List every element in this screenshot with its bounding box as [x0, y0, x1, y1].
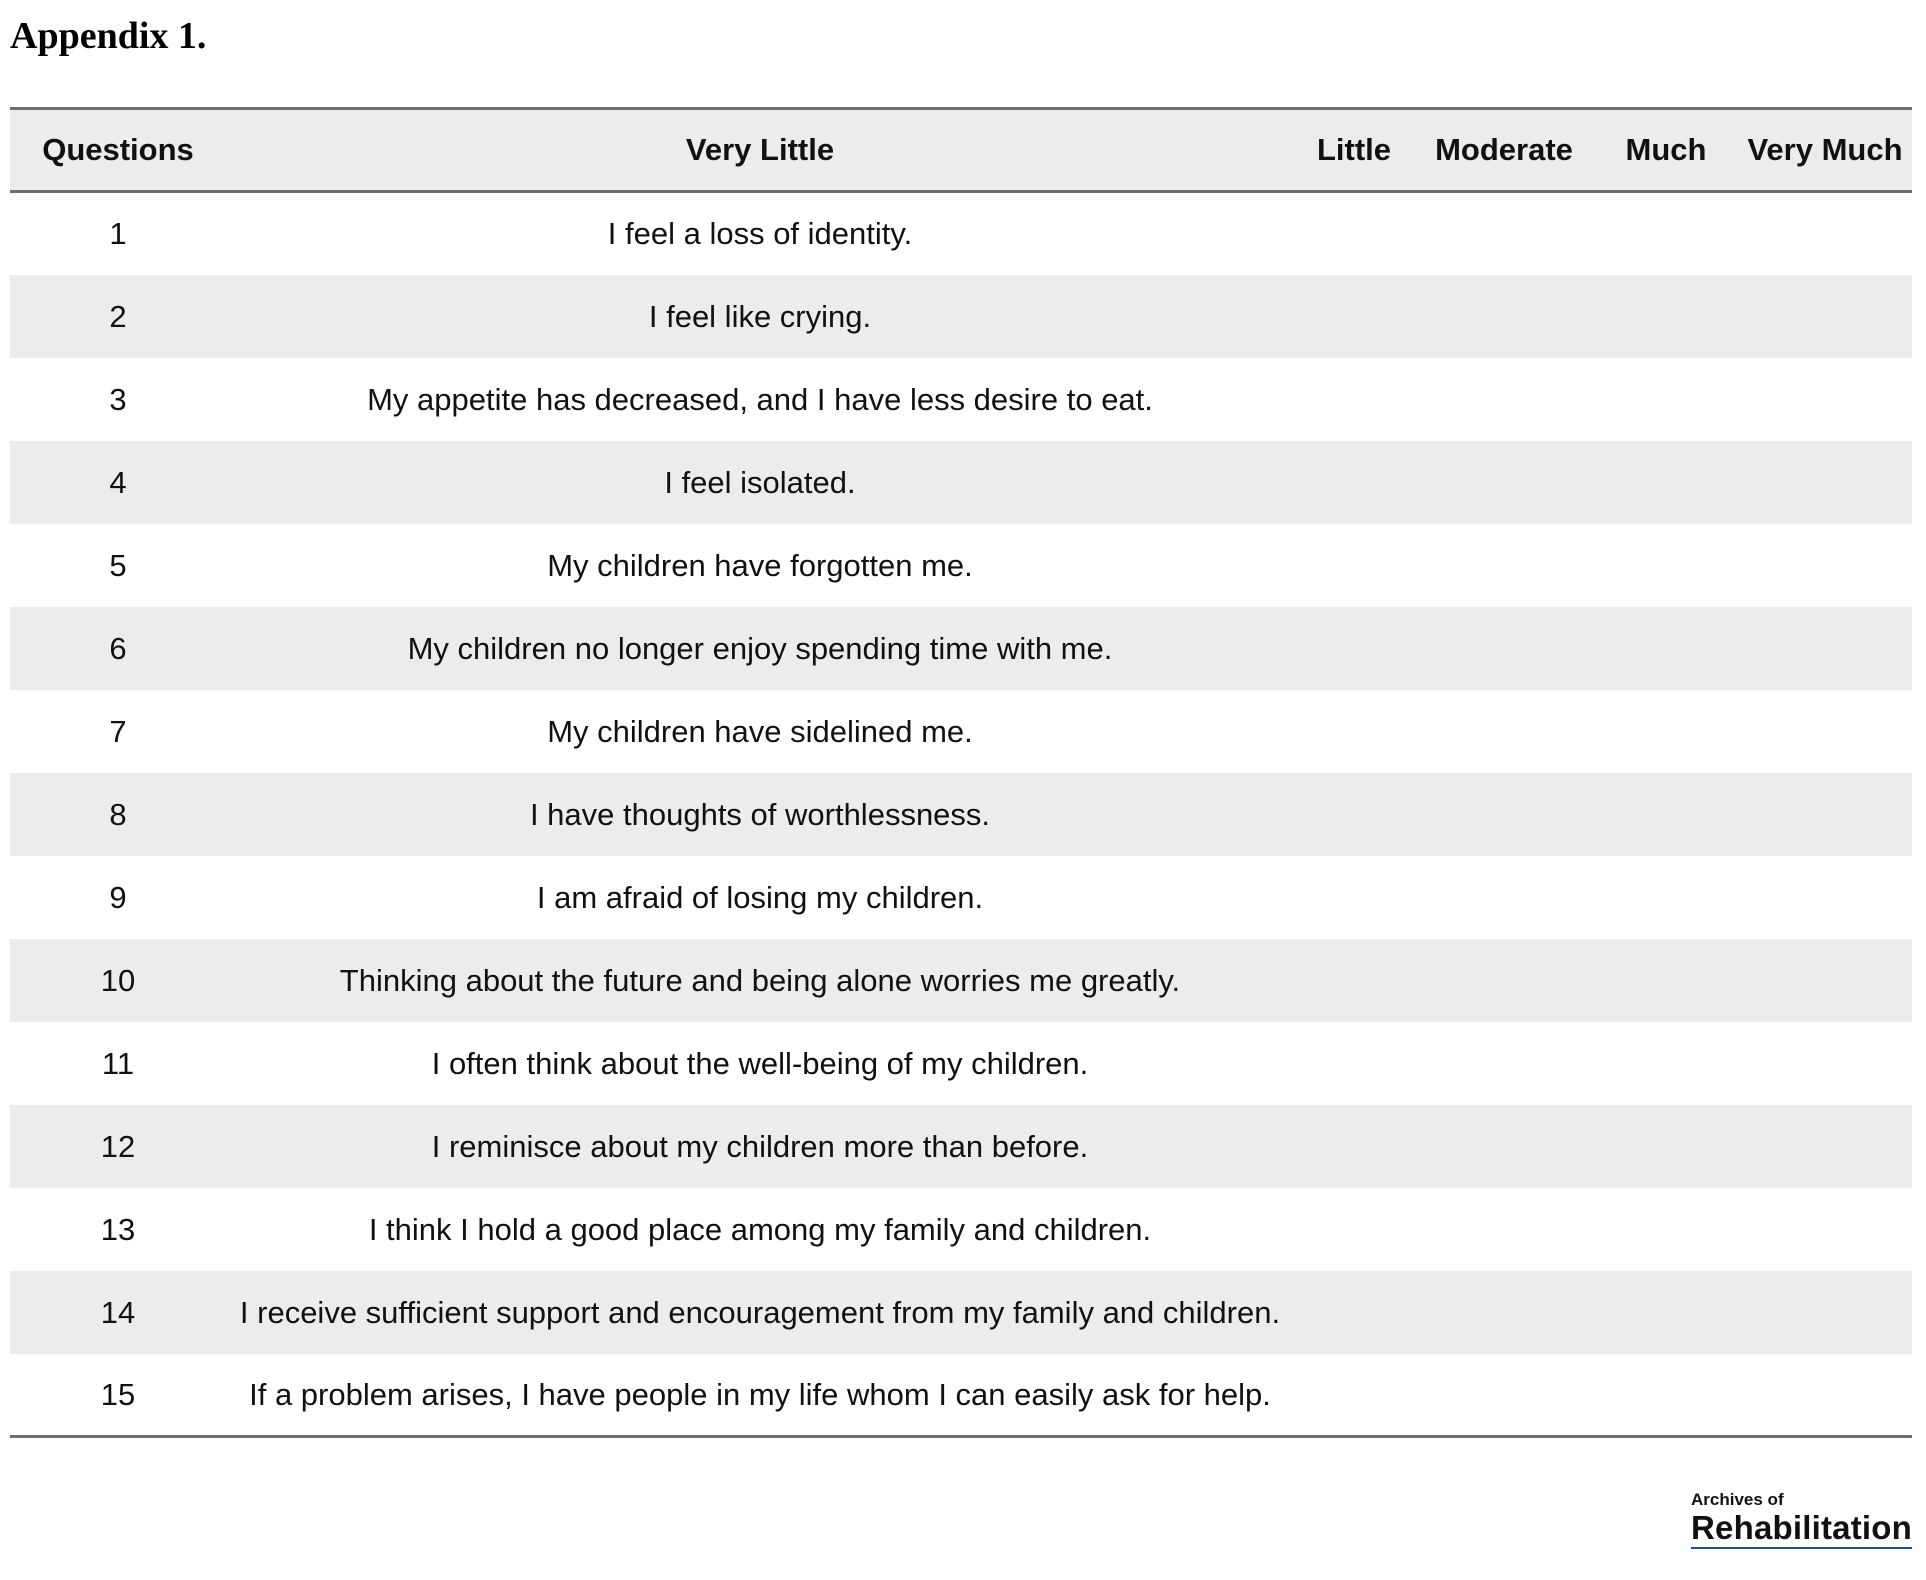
response-cell-much: [1594, 192, 1738, 275]
response-cell-very-much: [1738, 773, 1912, 856]
response-cell-very-much: [1738, 1271, 1912, 1354]
table-row: [10, 1105, 1912, 1188]
response-cell-moderate: [1414, 1271, 1594, 1354]
table-row: [10, 690, 1912, 773]
table-row: [10, 524, 1912, 607]
question-number: 2: [109, 298, 127, 334]
response-cell-moderate: [1414, 1188, 1594, 1271]
appendix-heading: Appendix 1.: [10, 15, 207, 57]
header-much: Much: [1625, 132, 1707, 167]
questionnaire-table-container: [10, 107, 1912, 1438]
response-cell-little: [1294, 773, 1414, 856]
response-cell-moderate: [1414, 773, 1594, 856]
table-body: [10, 192, 1912, 1437]
question-number: 8: [109, 796, 127, 832]
response-cell-very-much: [1738, 939, 1912, 1022]
logo-line-archives: Archives of: [1691, 1490, 1784, 1509]
question-statement: I often think about the well-being of my children.: [431, 1045, 1089, 1081]
response-cell-moderate: [1414, 1105, 1594, 1188]
question-statement: My appetite has decreased, and I have less desire to eat.: [367, 381, 1153, 417]
response-cell-little: [1294, 1188, 1414, 1271]
response-cell-much: [1594, 275, 1738, 358]
response-cell-little: [1294, 1105, 1414, 1188]
logo-line-rehabilitation: Rehabilitation: [1691, 1509, 1912, 1546]
response-cell-much: [1594, 358, 1738, 441]
response-cell-much: [1594, 1022, 1738, 1105]
header-very-much: Very Much: [1747, 132, 1903, 167]
table-row: [10, 1271, 1912, 1354]
response-cell-much: [1594, 441, 1738, 524]
table-row: [10, 1354, 1912, 1437]
response-cell-moderate: [1414, 441, 1594, 524]
response-cell-much: [1594, 690, 1738, 773]
question-number: 15: [100, 1376, 136, 1412]
response-cell-very-much: [1738, 358, 1912, 441]
question-statement: My children have forgotten me.: [547, 547, 973, 583]
table-row: [10, 441, 1912, 524]
response-cell-much: [1594, 939, 1738, 1022]
question-statement: I receive sufficient support and encouragement from my family and children.: [239, 1294, 1281, 1330]
table-header: [10, 109, 1912, 192]
header-little: Little: [1316, 132, 1392, 167]
response-cell-very-much: [1738, 690, 1912, 773]
response-cell-moderate: [1414, 524, 1594, 607]
header-very-little: Very Little: [685, 132, 835, 167]
response-cell-much: [1594, 1188, 1738, 1271]
table-row: [10, 192, 1912, 275]
response-cell-very-much: [1738, 441, 1912, 524]
response-cell-much: [1594, 524, 1738, 607]
response-cell-very-much: [1738, 1188, 1912, 1271]
question-statement: I think I hold a good place among my family and children.: [368, 1211, 1152, 1247]
question-statement: I have thoughts of worthlessness.: [529, 796, 991, 832]
response-cell-much: [1594, 1105, 1738, 1188]
response-cell-little: [1294, 1354, 1414, 1437]
response-cell-moderate: [1414, 192, 1594, 275]
question-statement: Thinking about the future and being alone worries me greatly.: [339, 962, 1181, 998]
response-cell-very-much: [1738, 192, 1912, 275]
response-cell-little: [1294, 1022, 1414, 1105]
response-cell-very-much: [1738, 607, 1912, 690]
table-row: [10, 856, 1912, 939]
response-cell-very-much: [1738, 1354, 1912, 1437]
logo-underline: [1691, 1547, 1912, 1549]
question-number: 9: [109, 879, 127, 915]
response-cell-much: [1594, 1271, 1738, 1354]
header-questions: Questions: [42, 132, 194, 167]
response-cell-little: [1294, 607, 1414, 690]
response-cell-very-much: [1738, 275, 1912, 358]
response-cell-much: [1594, 856, 1738, 939]
response-cell-moderate: [1414, 690, 1594, 773]
response-cell-moderate: [1414, 856, 1594, 939]
response-cell-moderate: [1414, 607, 1594, 690]
question-number: 7: [109, 713, 127, 749]
response-cell-moderate: [1414, 275, 1594, 358]
response-cell-little: [1294, 690, 1414, 773]
table-row: [10, 358, 1912, 441]
response-cell-much: [1594, 1354, 1738, 1437]
question-statement: I reminisce about my children more than before.: [431, 1128, 1089, 1164]
response-cell-little: [1294, 524, 1414, 607]
table-row: [10, 773, 1912, 856]
response-cell-much: [1594, 773, 1738, 856]
response-cell-little: [1294, 192, 1414, 275]
response-cell-little: [1294, 1271, 1414, 1354]
question-number: 3: [109, 381, 127, 417]
table-row: [10, 607, 1912, 690]
table-row: [10, 275, 1912, 358]
question-statement: My children have sidelined me.: [547, 713, 973, 749]
question-number: 5: [109, 547, 127, 583]
response-cell-much: [1594, 607, 1738, 690]
response-cell-little: [1294, 358, 1414, 441]
table-row: [10, 939, 1912, 1022]
question-number: 10: [100, 962, 136, 998]
response-cell-moderate: [1414, 1022, 1594, 1105]
response-cell-little: [1294, 939, 1414, 1022]
header-row: [10, 109, 1912, 192]
response-cell-little: [1294, 275, 1414, 358]
response-cell-very-much: [1738, 856, 1912, 939]
question-number: 13: [100, 1211, 136, 1247]
table-row: [10, 1022, 1912, 1105]
response-cell-very-much: [1738, 1105, 1912, 1188]
question-statement: I feel isolated.: [664, 464, 856, 500]
question-statement: My children no longer enjoy spending time with me.: [407, 630, 1113, 666]
question-statement: I am afraid of losing my children.: [536, 879, 984, 915]
response-cell-moderate: [1414, 358, 1594, 441]
question-number: 4: [109, 464, 127, 500]
question-number: 11: [101, 1045, 135, 1081]
question-number: 12: [100, 1128, 136, 1164]
response-cell-very-much: [1738, 524, 1912, 607]
question-number: 6: [109, 630, 127, 666]
table-row: [10, 1188, 1912, 1271]
response-cell-little: [1294, 856, 1414, 939]
question-number: 14: [100, 1294, 136, 1330]
header-moderate: Moderate: [1435, 132, 1573, 167]
response-cell-moderate: [1414, 1354, 1594, 1437]
question-number: 1: [109, 216, 127, 252]
questionnaire-table: [10, 107, 1912, 1438]
question-statement: I feel like crying.: [648, 298, 872, 334]
archives-of-rehabilitation-logo: [1691, 1490, 1912, 1549]
response-cell-moderate: [1414, 939, 1594, 1022]
response-cell-little: [1294, 441, 1414, 524]
response-cell-very-much: [1738, 1022, 1912, 1105]
question-statement: I feel a loss of identity.: [607, 216, 913, 252]
question-statement: If a problem arises, I have people in my life whom I can easily ask for help.: [249, 1376, 1271, 1412]
